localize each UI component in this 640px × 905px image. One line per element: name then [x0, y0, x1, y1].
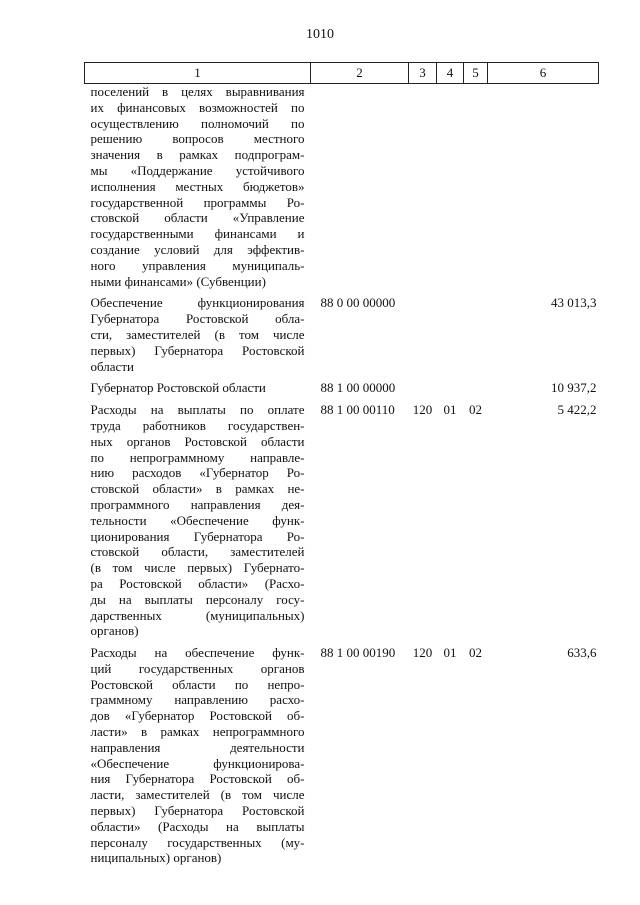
- expense-name-line: дов «Губернатор Ростовской об-: [90, 708, 305, 724]
- expense-name-line: Расходы на выплаты по оплате: [90, 402, 305, 418]
- header-col-1: 1: [85, 63, 311, 84]
- expense-name-line: ласти, заместителей (в том числе: [90, 787, 305, 803]
- expense-name: [85, 645, 311, 866]
- amount: 5 422,2: [557, 402, 597, 418]
- section: [437, 380, 464, 396]
- expense-name-line: ционирования Губернатора Ро-: [90, 528, 305, 544]
- expense-name-line: сти, заместителей (в том числе: [90, 326, 305, 342]
- expense-name-line: Расходы на обеспечение функ-: [90, 645, 305, 661]
- subsection: 02: [469, 402, 482, 418]
- expense-name-line: ласти» в рамках непрограммного: [90, 724, 305, 740]
- expense-name-line: ды на выплаты персоналу госу-: [90, 591, 305, 607]
- expense-name: [85, 84, 311, 290]
- expense-name-line: первых) Губернатора Ростовской: [90, 803, 305, 819]
- expense-name-line: направления деятельности: [90, 739, 305, 755]
- table-body: [85, 84, 599, 867]
- expense-name-line: ных органов Ростовской области: [90, 433, 305, 449]
- budget-table: [84, 62, 599, 866]
- expense-name-line: нию расходов «Губернатор Ро-: [90, 465, 305, 481]
- expense-name-line: по непрограммному направле-: [90, 449, 305, 465]
- target-code: [311, 84, 409, 290]
- expense-type: 120: [412, 402, 433, 418]
- amount: 10 937,2: [551, 380, 597, 396]
- expense-name-line: Обеспечение функционирования: [90, 295, 305, 311]
- amount: 43 013,3: [551, 295, 597, 311]
- expense-name-line: создание условий для эффектив-: [90, 241, 305, 257]
- section: 01: [443, 402, 457, 418]
- expense-name-line: Губернатора Ростовской обла-: [90, 311, 305, 327]
- table-row: [85, 380, 599, 396]
- expense-name-line: стовской области, заместителей: [90, 544, 305, 560]
- expense-name-line: ного управления муниципаль-: [90, 257, 305, 273]
- expense-name-line: ций государственных органов: [90, 660, 305, 676]
- table-row: [85, 84, 599, 290]
- expense-name-line: ными финансами» (Субвенции): [90, 273, 266, 289]
- expense-name-line: труда работников государствен-: [90, 417, 305, 433]
- expense-name-line: государственной программы Ро-: [90, 194, 305, 210]
- table-row: [85, 645, 599, 866]
- section: [437, 295, 464, 374]
- expense-name-line: стовской области «Управление: [90, 210, 305, 226]
- header-col-2: 2: [311, 63, 409, 84]
- expense-name-line: органов): [90, 623, 139, 639]
- expense-name-line: исполнения местных бюджетов»: [90, 178, 305, 194]
- subsection: 02: [469, 645, 482, 661]
- target-code: 88 1 00 00000: [320, 380, 396, 396]
- amount: [488, 84, 599, 290]
- expense-name-line: государственными финансами и: [90, 226, 305, 242]
- expense-type: 120: [412, 645, 433, 661]
- target-code: 88 1 00 00110: [320, 402, 395, 418]
- table-row: [85, 295, 599, 374]
- expense-name-line: ра Ростовской области» (Расхо-: [90, 575, 305, 591]
- expense-name: [85, 380, 311, 396]
- expense-name-line: области» (Расходы на выплаты: [90, 818, 305, 834]
- expense-name-line: тельности «Обеспечение функ-: [90, 512, 305, 528]
- expense-type: [409, 295, 437, 374]
- expense-name: [85, 402, 311, 639]
- header-col-6: 6: [488, 63, 599, 84]
- expense-name-line: ния Губернатора Ростовской об-: [90, 771, 305, 787]
- expense-name-line: их финансовых возможностей по: [90, 99, 305, 115]
- expense-name-line: осуществлению полномочий по: [90, 115, 305, 131]
- expense-name: [85, 295, 311, 374]
- expense-name-line: «Обеспечение функционирова-: [90, 755, 305, 771]
- subsection: [464, 84, 488, 290]
- header-col-5: 5: [464, 63, 488, 84]
- amount: 633,6: [567, 645, 597, 661]
- expense-type: [409, 84, 437, 290]
- expense-name-line: стовской области» в рамках не-: [90, 481, 305, 497]
- expense-name-line: области: [90, 358, 134, 374]
- target-code: 88 0 00 00000: [320, 295, 396, 311]
- target-code: 88 1 00 00190: [320, 645, 396, 661]
- subsection: [464, 295, 488, 374]
- expense-name-line: значения в рамках подпрограм-: [90, 147, 305, 163]
- header-col-3: 3: [409, 63, 437, 84]
- expense-name-line: поселений в целях выравнивания: [90, 84, 305, 99]
- expense-type: [409, 380, 437, 396]
- expense-name-line: персоналу государственных (му-: [90, 834, 305, 850]
- page-number: 1010: [306, 27, 334, 42]
- expense-name-line: мы «Поддержание устойчивого: [90, 162, 305, 178]
- expense-name-line: решению вопросов местного: [90, 131, 305, 147]
- table-row: [85, 402, 599, 639]
- expense-name-line: дарственных (муниципальных): [90, 607, 305, 623]
- expense-name-line: граммному направлению расхо-: [90, 692, 305, 708]
- section: 01: [443, 645, 457, 661]
- header-col-4: 4: [437, 63, 464, 84]
- expense-name-line: первых) Губернатора Ростовской: [90, 342, 305, 358]
- expense-name-line: (в том числе первых) Губернато-: [90, 560, 305, 576]
- subsection: [464, 380, 488, 396]
- section: [437, 84, 464, 290]
- table-header: [85, 63, 599, 84]
- expense-name-line: ниципальных) органов): [90, 850, 222, 866]
- expense-name-line: Губернатор Ростовской области: [90, 380, 266, 396]
- expense-name-line: программного направления дея-: [90, 496, 305, 512]
- expense-name-line: Ростовской области по непро-: [90, 676, 305, 692]
